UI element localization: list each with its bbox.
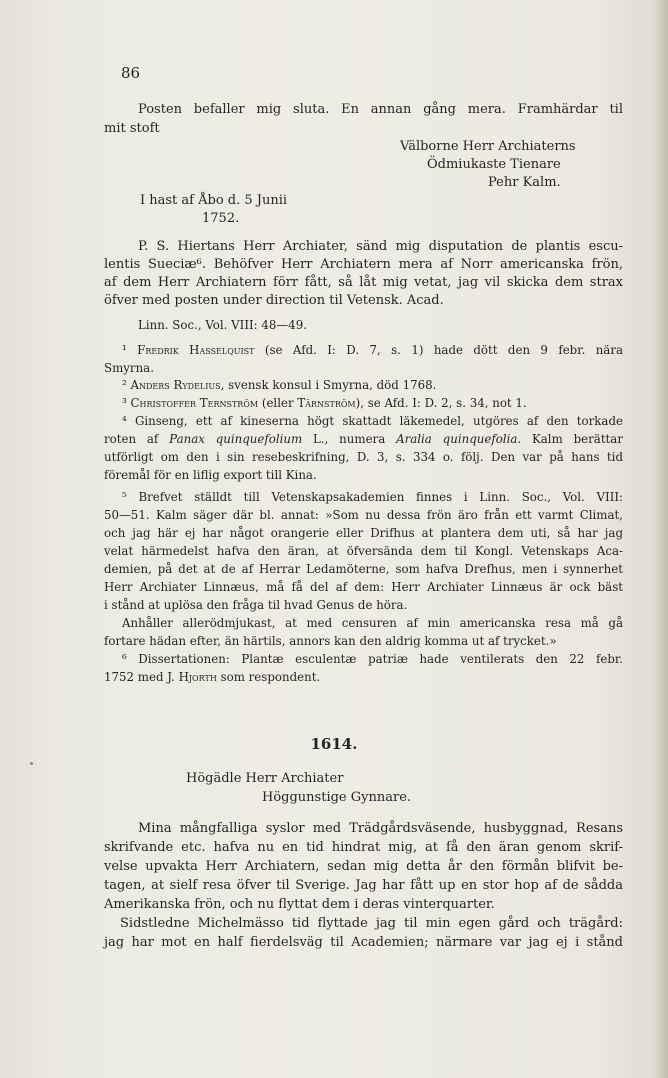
letter-text-line: Mina mångfalliga syslor med Trädgårdsväsende, husbyggnad, Resans [138,821,623,836]
footnote-text: (se Afd. I: D. 7, s. 1) hade dött den 9 febr. nära [254,343,624,357]
letter-text-line: skrifvande etc. hafva nu en tid hindrat mig, at få den äran genom skrif- [104,840,623,855]
footnote-mark: ⁴ [122,414,127,428]
footnote-line: i stånd at uplösa den fråga til hvad Genus de höra. [104,598,408,612]
letter-text-line: mit stoft [104,121,160,136]
footnote-mark: ¹ [122,343,127,357]
letter-text-line: jag har mot en half fierdelsväg til Academien; närmare var jag ej i stånd [104,935,623,950]
footnote-text: Dissertationen: Plantæ esculentæ patriæ hade ventilerats den 22 febr. [126,652,623,666]
footnote-text: som respondent. [216,670,321,684]
salutation: Högädle Herr Archiater [186,771,344,786]
page-number: 86 [121,64,141,82]
footnote-text: roten af [104,432,170,446]
footnote-line: demien, på det at de af Herrar Ledamöterne, som hafva Drefhus, men i synnerhet [104,562,623,576]
footnote-line: fortare hädan efter, än härtils, annors kan den aldrig komma ut af trycket.» [104,634,557,648]
footnote-line: utförligt om den i sin resebeskrifning, D. 3, s. 334 o. följ. Den var på hans tid [104,450,623,464]
footnote-text: , svensk konsul i Smyrna, död 1768. [220,378,437,392]
footnote-line: föremål för en liflig export till Kina. [104,468,317,482]
footnote-line: Anhåller allerödmjukast, at med censuren af min americanska resa må gå [122,616,623,630]
footnote-line: och jag här ej har något orangerie eller Drifhus at plantera dem uti, så har jag [104,526,623,540]
footnote-6 [122,650,623,668]
closing-line: Välborne Herr Archiaterns [400,139,576,154]
person-name: Christoffer Ternström [130,396,259,410]
letter-text-line: tagen, at sielf resa öfver til Sverige. Jag har fått up en stor hop af de sådda [104,878,623,893]
footnote-mark: ² [122,378,127,392]
footnote-mark: ⁵ [122,490,127,504]
footnote-4 [122,412,623,430]
closing-line: Ödmiukaste Tienare [427,157,561,172]
person-name: Anders Rydelius [130,378,221,392]
source-reference: Linn. Soc., Vol. VIII: 48—49. [138,318,307,332]
page-edge-shadow [654,0,668,1078]
place-date: I hast af Åbo d. 5 Junii [140,193,288,208]
footnote-line: Smyrna. [104,361,154,375]
letter-text-line: Amerikanska frön, och nu flyttat dem i deras vinterquarter. [104,897,495,912]
species-name: Panax quinquefolium [169,432,303,446]
person-name: Hjorth [178,670,217,684]
footnote-line: velat härmedelst hafva den äran, at öfversända dem til Kongl. Vetenskaps Aca- [104,544,623,558]
footnote-text: (eller [258,396,298,410]
footnote-5 [122,488,623,506]
place-date: 1752. [202,211,240,226]
letter-text-line: velse upvakta Herr Archiatern, sedan mig detta år den förmån blifvit be- [104,859,623,874]
footnote-mark: ⁶ [122,652,127,666]
footnote-text: . Kalm berättar [517,432,623,446]
footnote-2 [122,376,436,394]
person-name: Tärnström [297,396,356,410]
footnote-text: 1752 med J. [104,670,179,684]
footnote-text: Brefvet ställdt till Vetenskapsakademien finnes i Linn. Soc., Vol. VIII: [126,490,623,504]
footnote-text: L., numera [302,432,397,446]
person-name: Fredrik Hasselquist [137,343,255,357]
footnote-text: Ginseng, ett af kineserna högt skattadt läkemedel, utgöres af den torkade [126,414,623,428]
postscript-line: lentis Sueciæ⁶. Behöfver Herr Archiatern mera af Norr americanska frön, [104,257,623,272]
postscript-line: öfver med posten under direction til Vetensk. Acad. [104,293,444,308]
footnote-line [104,430,623,448]
footnote-line: 50—51. Kalm säger där bl. annat: »Som nu dessa frön äro från ett varmt Climat, [104,508,623,522]
footnote-line: Herr Archiater Linnæus, må få del af dem: Herr Archiater Linnæus är ock bäst [104,580,623,594]
margin-mark [30,762,33,765]
footnote-3 [122,394,527,412]
footnote-mark: ³ [122,396,127,410]
footnote-1 [122,341,623,359]
letter-text-line: Sidstledne Michelmässo tid flyttade jag til min egen gård och trägård: [120,916,623,931]
signature: Pehr Kalm. [488,175,561,190]
footnote-line [104,668,623,686]
letter-number-heading: 1614. [310,735,358,753]
postscript-line: af dem Herr Archiatern förr fått, så låt mig vetat, jag vil skicka dem strax [104,275,623,290]
postscript-line: P. S. Hiertans Herr Archiater, sänd mig disputation de plantis escu- [138,239,623,254]
footnote-text: ), se Afd. I: D. 2, s. 34, not 1. [355,396,527,410]
species-name: Aralia quinquefolia [396,432,518,446]
salutation: Höggunstige Gynnare. [262,790,412,805]
letter-text-line: Posten befaller mig sluta. En annan gång mera. Framhärdar til [138,102,623,117]
